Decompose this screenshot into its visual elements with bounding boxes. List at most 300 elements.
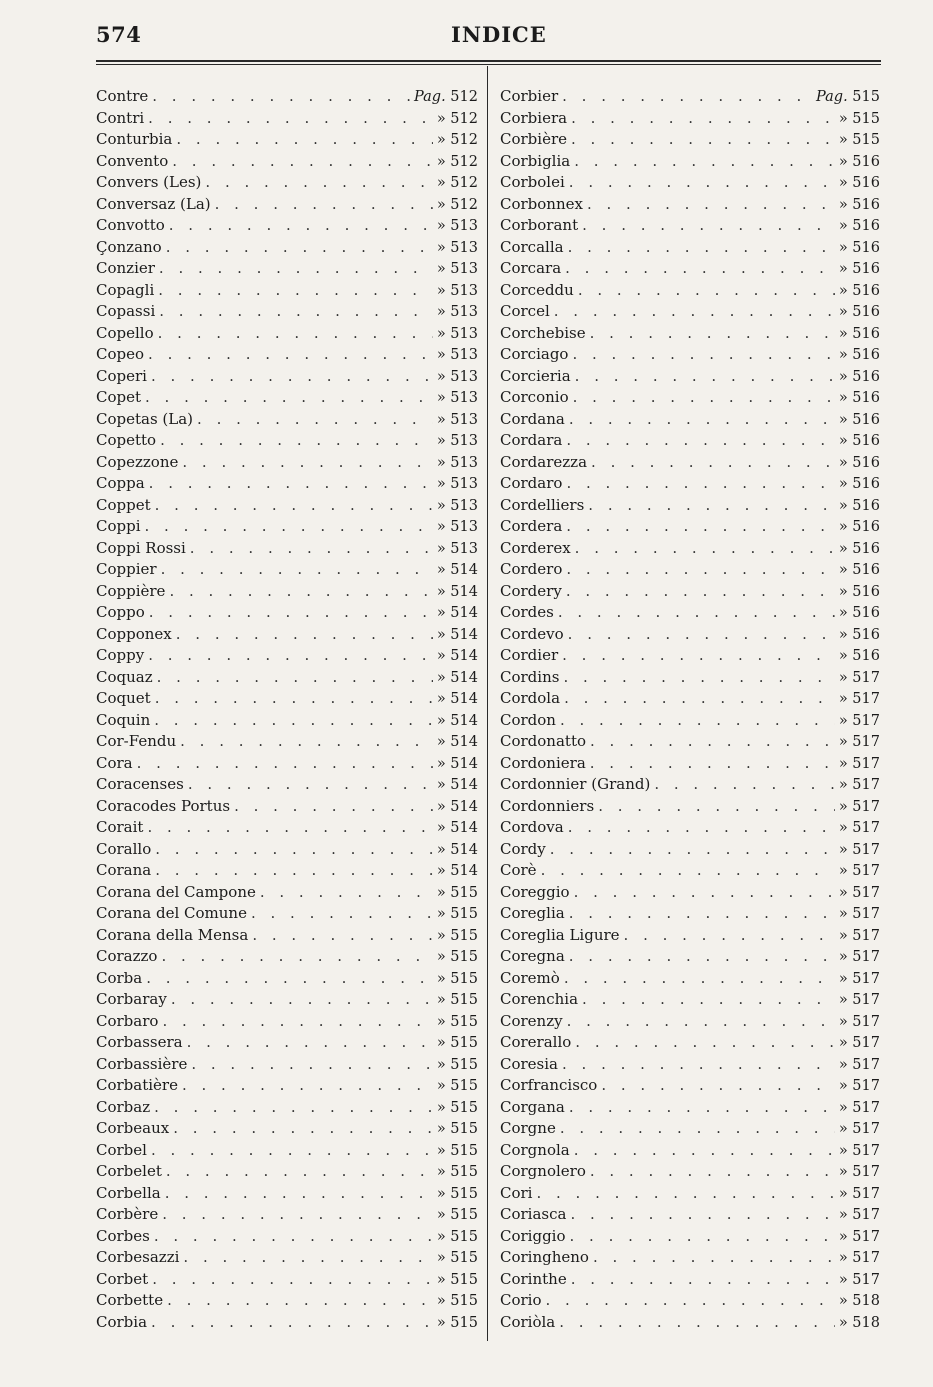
- entry-page-ref: » 513: [436, 368, 478, 385]
- index-entry: [500, 1118, 880, 1140]
- dot-leader: [572, 344, 834, 366]
- index-entry: [500, 495, 880, 517]
- entry-term: Conversaz (La): [96, 194, 211, 213]
- index-entry: [500, 1312, 880, 1334]
- index-entry: [500, 946, 880, 968]
- index-entry: [96, 989, 478, 1011]
- entry-page-ref: » 513: [436, 261, 478, 277]
- index-entry: [500, 516, 880, 538]
- dot-leader: [180, 731, 433, 753]
- column-divider: [487, 66, 488, 1341]
- dot-leader: [169, 215, 433, 237]
- dot-leader: [149, 602, 433, 624]
- entry-term: Cor-Fendu: [96, 732, 177, 750]
- entry-page-ref: » 518: [838, 1293, 880, 1309]
- entry-term: Corbella: [96, 1183, 161, 1202]
- entry-page-ref: » 514: [436, 691, 478, 707]
- entry-term: Corè: [500, 861, 537, 879]
- entry-term: Corbet: [96, 1269, 149, 1288]
- entry-term: Corana: [96, 861, 152, 879]
- dot-leader: [564, 968, 835, 990]
- entry-term: Corait: [96, 818, 144, 836]
- entry-page-ref: » 515: [436, 1078, 478, 1094]
- entry-term: Corbière: [500, 130, 568, 148]
- index-entry: [96, 1032, 478, 1054]
- dot-leader: [575, 538, 835, 560]
- index-entry: [96, 430, 478, 452]
- dot-leader: [169, 581, 432, 603]
- dot-leader: [591, 452, 835, 474]
- entry-term: Convento: [96, 151, 169, 170]
- entry-term: Cordova: [500, 818, 564, 836]
- entry-term: Cordevo: [500, 624, 564, 643]
- index-entry: [96, 1054, 478, 1076]
- index-entry: [500, 796, 880, 818]
- entry-page-ref: » 513: [436, 390, 478, 406]
- index-entry: [96, 323, 478, 345]
- entry-page-ref: » 517: [838, 1142, 880, 1159]
- dot-leader: [176, 129, 432, 151]
- dot-leader: [566, 581, 835, 603]
- entry-page-ref: » 513: [436, 519, 478, 535]
- index-column-right: [500, 86, 880, 1333]
- index-entry: [96, 753, 478, 775]
- entry-page-ref: » 517: [838, 1250, 880, 1266]
- entry-term: Corana del Campone: [96, 882, 256, 901]
- entry-term: Cordera: [500, 517, 563, 535]
- index-entry: [96, 559, 478, 581]
- index-entry: [96, 172, 478, 194]
- entry-term: Copello: [96, 323, 154, 342]
- dot-leader: [162, 1204, 433, 1226]
- entry-page-ref: » 516: [838, 239, 880, 256]
- entry-term: Coriòla: [500, 1312, 556, 1331]
- entry-term: Coracodes Portus: [96, 796, 231, 815]
- entry-term: Corbaro: [96, 1011, 159, 1030]
- index-entry: [96, 667, 478, 689]
- entry-term: Corgnola: [500, 1140, 570, 1159]
- entry-term: Coppa: [96, 474, 145, 492]
- index-entry: [96, 280, 478, 302]
- entry-term: Corana della Mensa: [96, 925, 249, 944]
- entry-term: Cordier: [500, 646, 559, 664]
- dot-leader: [159, 301, 433, 323]
- entry-term: Cordoniera: [500, 753, 586, 772]
- index-entry: [96, 129, 478, 151]
- index-entry: [96, 882, 478, 904]
- entry-term: Corbiera: [500, 108, 568, 127]
- dot-leader: [569, 1097, 835, 1119]
- dot-leader: [160, 430, 433, 452]
- index-entry: [500, 710, 880, 732]
- index-entry: [500, 753, 880, 775]
- index-entry: [500, 1226, 880, 1248]
- index-entry: [500, 667, 880, 689]
- index-entry: [96, 495, 478, 517]
- dot-leader: [155, 860, 433, 882]
- dot-leader: [562, 86, 812, 108]
- entry-term: Corbette: [96, 1291, 164, 1309]
- index-entry: [500, 1011, 880, 1033]
- entry-term: Coquet: [96, 689, 151, 707]
- index-entry: [500, 430, 880, 452]
- index-entry: [500, 774, 880, 796]
- index-entry: [96, 774, 478, 796]
- index-entry: [500, 645, 880, 667]
- index-entry: [500, 1247, 880, 1269]
- dot-leader: [598, 796, 835, 818]
- entry-term: Contre: [96, 87, 149, 105]
- dot-leader: [575, 366, 835, 388]
- entry-term: Coppi Rossi: [96, 538, 186, 557]
- dot-leader: [558, 602, 835, 624]
- index-entry: [96, 968, 478, 990]
- dot-leader: [167, 1290, 433, 1312]
- entry-page-ref: » 516: [838, 583, 880, 600]
- index-entry: [500, 258, 880, 280]
- entry-term: Cordonniers: [500, 796, 595, 815]
- index-entry: [96, 710, 478, 732]
- entry-page-ref: » 515: [436, 1164, 478, 1180]
- index-entry: [500, 688, 880, 710]
- entry-term: Convers (Les): [96, 173, 202, 191]
- dot-leader: [578, 280, 835, 302]
- entry-page-ref: » 515: [436, 906, 478, 922]
- entry-term: Corcel: [500, 302, 550, 320]
- entry-term: Cordery: [500, 581, 562, 600]
- dot-leader: [154, 1226, 433, 1248]
- entry-page-ref: » 514: [436, 863, 478, 879]
- entry-page-ref: » 516: [838, 175, 880, 191]
- dot-leader: [148, 108, 433, 130]
- entry-page-ref: » 515: [838, 132, 880, 148]
- entry-term: Copeo: [96, 345, 145, 363]
- entry-page-ref: » 516: [838, 368, 880, 385]
- index-entry: [500, 581, 880, 603]
- entry-page-ref: » 515: [838, 110, 880, 127]
- entry-page-ref: » 517: [838, 841, 880, 858]
- index-entry: [96, 817, 478, 839]
- entry-page-ref: » 516: [838, 476, 880, 492]
- dot-leader: [165, 1183, 433, 1205]
- index-entry: [96, 538, 478, 560]
- entry-page-ref: » 517: [838, 777, 880, 793]
- index-entry: [500, 280, 880, 302]
- dot-leader: [197, 409, 433, 431]
- index-entry: [96, 1183, 478, 1205]
- dot-leader: [654, 774, 835, 796]
- entry-page-ref: » 516: [838, 540, 880, 557]
- entry-page-ref: » 517: [838, 1164, 880, 1180]
- entry-term: Corciago: [500, 345, 569, 363]
- entry-page-ref: » 517: [838, 734, 880, 750]
- entry-page-ref: » 516: [838, 605, 880, 621]
- entry-term: Cordonatto: [500, 732, 587, 750]
- index-entry: [96, 839, 478, 861]
- entry-page-ref: » 517: [838, 1121, 880, 1137]
- dot-leader: [566, 559, 834, 581]
- entry-page-ref: » 513: [436, 325, 478, 342]
- index-entry: [500, 1161, 880, 1183]
- index-entry: [96, 1204, 478, 1226]
- entry-term: Corenzy: [500, 1011, 563, 1030]
- entry-term: Corba: [96, 968, 143, 987]
- entry-term: Cordana: [500, 409, 565, 428]
- dot-leader: [188, 774, 433, 796]
- entry-term: Conzier: [96, 259, 155, 277]
- dot-leader: [588, 495, 835, 517]
- entry-term: Copetas (La): [96, 409, 194, 428]
- entry-term: Corborant: [500, 216, 579, 234]
- index-entry: [500, 538, 880, 560]
- index-entry: [96, 925, 478, 947]
- entry-term: Convotto: [96, 216, 165, 234]
- dot-leader: [571, 1269, 835, 1291]
- dot-leader: [574, 151, 835, 173]
- index-entry: [500, 903, 880, 925]
- dot-leader: [182, 452, 432, 474]
- index-entry: [500, 1032, 880, 1054]
- entry-page-ref: » 513: [436, 540, 478, 557]
- entry-term: Contri: [96, 108, 145, 127]
- entry-term: Coppy: [96, 646, 145, 664]
- dot-leader: [166, 237, 433, 259]
- dot-leader: [158, 280, 433, 302]
- dot-leader: [190, 538, 433, 560]
- index-entry: [96, 1269, 478, 1291]
- index-entry: [500, 387, 880, 409]
- entry-page-ref: » 517: [838, 1056, 880, 1073]
- entry-term: Coracenses: [96, 775, 184, 793]
- entry-page-ref: » 514: [436, 562, 478, 578]
- entry-term: Cordero: [500, 560, 563, 578]
- index-entry: [96, 473, 478, 495]
- entry-term: Coppo: [96, 603, 145, 621]
- entry-page-ref: » 516: [838, 347, 880, 363]
- entry-page-ref: » 516: [838, 390, 880, 406]
- entry-term: Corinthe: [500, 1269, 567, 1288]
- entry-term: Corgana: [500, 1097, 565, 1116]
- dot-leader: [187, 1032, 433, 1054]
- entry-page-ref: » 516: [838, 411, 880, 428]
- entry-term: Copetto: [96, 431, 157, 449]
- index-entry: [500, 1290, 880, 1312]
- index-entry: [500, 860, 880, 882]
- dot-leader: [590, 323, 835, 345]
- entry-page-ref: » 516: [838, 153, 880, 170]
- entry-term: Cordaro: [500, 474, 563, 492]
- dot-leader: [166, 1161, 433, 1183]
- index-entry: [96, 1097, 478, 1119]
- dot-leader: [159, 258, 433, 280]
- entry-page-ref: » 517: [838, 992, 880, 1008]
- index-entry: [96, 624, 478, 646]
- entry-page-ref: » 512: [436, 175, 478, 191]
- entry-term: Corgne: [500, 1119, 556, 1137]
- index-entry: [500, 731, 880, 753]
- entry-term: Coremò: [500, 968, 560, 987]
- index-entry: [500, 452, 880, 474]
- entry-term: Coriasca: [500, 1205, 567, 1223]
- dot-leader: [601, 1075, 834, 1097]
- entry-term: Cori: [500, 1183, 533, 1202]
- index-entry: [500, 194, 880, 216]
- index-entry: [96, 688, 478, 710]
- dot-leader: [205, 172, 432, 194]
- entry-page-ref: » 513: [436, 433, 478, 449]
- index-entry: [500, 1183, 880, 1205]
- dot-leader: [593, 1247, 835, 1269]
- dot-leader: [564, 688, 835, 710]
- entry-page-ref: » 517: [838, 798, 880, 815]
- dot-leader: [161, 946, 432, 968]
- entry-page-ref: » 516: [838, 562, 880, 578]
- entry-page-ref: » 513: [436, 218, 478, 234]
- entry-term: Corbiglia: [500, 151, 571, 170]
- index-column-left: [96, 86, 478, 1333]
- index-entry: [96, 1247, 478, 1269]
- index-entry: [500, 624, 880, 646]
- entry-page-ref: » 513: [436, 476, 478, 492]
- entry-page-ref: » 515: [436, 970, 478, 987]
- entry-term: Corceddu: [500, 280, 574, 299]
- dot-leader: [570, 1226, 835, 1248]
- entry-term: Corbaray: [96, 990, 167, 1008]
- entry-term: Coquin: [96, 710, 151, 729]
- dot-leader: [152, 1269, 433, 1291]
- entry-term: Coreglia: [500, 904, 565, 922]
- entry-page-ref: » 517: [838, 820, 880, 836]
- index-entry: [500, 108, 880, 130]
- header-rule-thin: [96, 64, 881, 65]
- dot-leader: [152, 86, 410, 108]
- entry-page-ref: » 513: [436, 282, 478, 299]
- dot-leader: [183, 1247, 432, 1269]
- entry-page-ref: » 515: [436, 1293, 478, 1309]
- entry-term: Corbassera: [96, 1033, 183, 1051]
- entry-page-ref: Pag. 512: [414, 89, 478, 105]
- dot-leader: [574, 882, 835, 904]
- dot-leader: [569, 903, 835, 925]
- dot-leader: [590, 753, 835, 775]
- entry-page-ref: » 517: [838, 970, 880, 987]
- index-entry: [500, 839, 880, 861]
- dot-leader: [566, 516, 835, 538]
- dot-leader: [568, 237, 835, 259]
- dot-leader: [569, 409, 835, 431]
- index-entry: [96, 903, 478, 925]
- entry-term: Coppi: [96, 517, 141, 535]
- index-entry: [500, 602, 880, 624]
- index-entry: [96, 516, 478, 538]
- dot-leader: [260, 882, 433, 904]
- dot-leader: [151, 366, 433, 388]
- entry-term: Corfrancisco: [500, 1076, 598, 1094]
- dot-leader: [251, 903, 433, 925]
- entry-term: Corbassière: [96, 1054, 188, 1073]
- entry-page-ref: » 518: [838, 1314, 880, 1331]
- entry-term: Coppier: [96, 560, 157, 578]
- dot-leader: [162, 1011, 432, 1033]
- dot-leader: [172, 151, 433, 173]
- index-entry: [500, 129, 880, 151]
- index-entry: [500, 215, 880, 237]
- index-entry: [500, 344, 880, 366]
- dot-leader: [560, 710, 835, 732]
- dot-leader: [624, 925, 835, 947]
- entry-term: Corcieria: [500, 366, 571, 385]
- entry-page-ref: » 513: [436, 304, 478, 320]
- index-entry: [500, 86, 880, 108]
- index-entry: [96, 796, 478, 818]
- index-entry: [96, 1290, 478, 1312]
- dot-leader: [571, 108, 835, 130]
- entry-page-ref: » 516: [838, 261, 880, 277]
- entry-page-ref: » 517: [838, 691, 880, 707]
- entry-page-ref: » 517: [838, 1035, 880, 1051]
- dot-leader: [566, 473, 834, 495]
- dot-leader: [149, 473, 433, 495]
- dot-leader: [137, 753, 433, 775]
- entry-page-ref: » 516: [838, 648, 880, 664]
- entry-page-ref: » 515: [436, 1056, 478, 1073]
- entry-page-ref: » 516: [838, 497, 880, 514]
- entry-page-ref: » 514: [436, 777, 478, 793]
- dot-leader: [566, 430, 834, 452]
- index-entry: [500, 925, 880, 947]
- index-entry: [96, 731, 478, 753]
- entry-page-ref: » 512: [436, 153, 478, 170]
- entry-term: Corbère: [96, 1205, 159, 1223]
- entry-page-ref: » 515: [436, 949, 478, 965]
- entry-term: Copponex: [96, 624, 172, 643]
- dot-leader: [146, 968, 433, 990]
- entry-term: Coringheno: [500, 1248, 589, 1266]
- entry-page-ref: » 514: [436, 734, 478, 750]
- index-entry: [96, 215, 478, 237]
- dot-leader: [582, 215, 835, 237]
- entry-term: Copagli: [96, 280, 155, 299]
- dot-leader: [157, 667, 433, 689]
- index-entry: [500, 473, 880, 495]
- entry-term: Çonzano: [96, 237, 162, 256]
- index-entry: [96, 1140, 478, 1162]
- entry-page-ref: » 516: [838, 519, 880, 535]
- entry-page-ref: » 515: [436, 884, 478, 901]
- entry-page-ref: » 514: [436, 648, 478, 664]
- entry-term: Corerallo: [500, 1033, 572, 1051]
- entry-page-ref: » 515: [436, 1142, 478, 1159]
- entry-term: Corcara: [500, 259, 562, 277]
- entry-term: Coreglia Ligure: [500, 925, 620, 944]
- dot-leader: [562, 1054, 835, 1076]
- entry-page-ref: » 515: [436, 1035, 478, 1051]
- dot-leader: [563, 667, 834, 689]
- entry-page-ref: » 517: [838, 755, 880, 772]
- index-entry: [96, 409, 478, 431]
- index-entry: [500, 409, 880, 431]
- entry-term: Cordes: [500, 603, 554, 621]
- dot-leader: [145, 387, 433, 409]
- entry-term: Cordola: [500, 689, 561, 707]
- index-entry: [500, 1075, 880, 1097]
- entry-page-ref: » 517: [838, 1207, 880, 1223]
- entry-page-ref: » 513: [436, 411, 478, 428]
- entry-page-ref: » 517: [838, 927, 880, 944]
- entry-page-ref: » 517: [838, 949, 880, 965]
- index-entry: [500, 968, 880, 990]
- entry-page-ref: » 514: [436, 755, 478, 772]
